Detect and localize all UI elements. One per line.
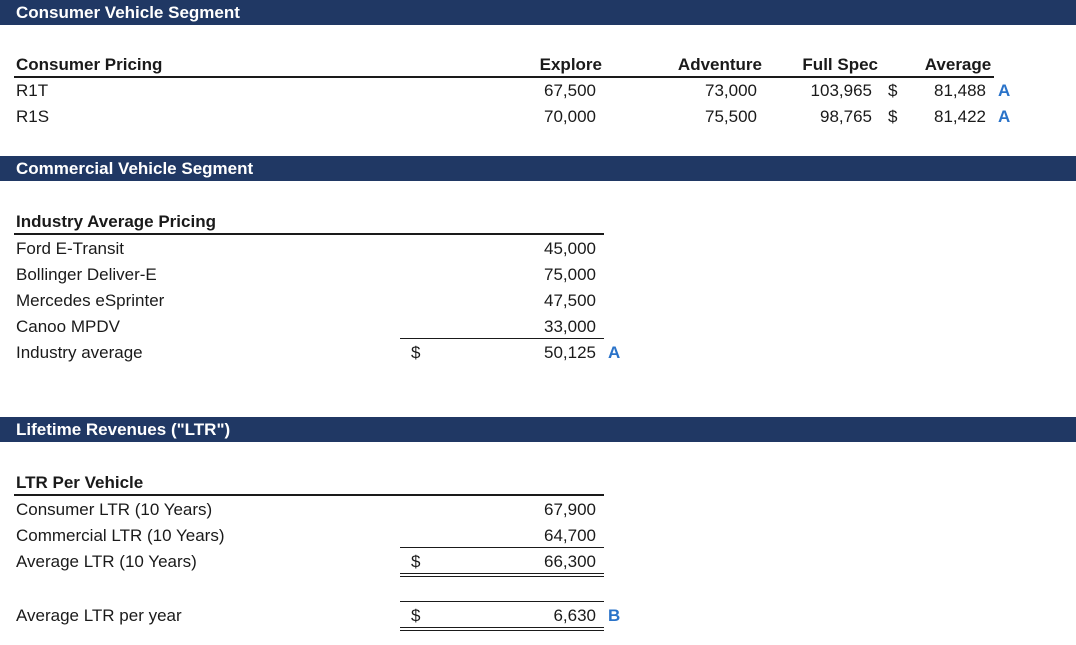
ltr-subtotal-line — [400, 547, 604, 548]
consumer-ltr-value: 67,900 — [544, 500, 596, 519]
r1t-source-flag: A — [998, 81, 1011, 100]
r1s-average-value: 81,422 — [934, 107, 986, 126]
average-ltr-total-line-lower — [400, 576, 604, 577]
r1t-adventure-value: 73,000 — [705, 81, 757, 100]
consumer-segment-header: Consumer Vehicle Segment — [0, 0, 1076, 25]
row-label-industry-average: Industry average — [16, 343, 143, 362]
per-year-total-line-upper — [400, 627, 604, 628]
per-year-source-flag: B — [608, 606, 621, 625]
industry-subtotal-line — [400, 338, 604, 339]
r1t-currency-symbol: $ — [888, 81, 898, 100]
industry-average-source-flag: A — [608, 343, 621, 362]
row-label-r1t: R1T — [16, 81, 49, 100]
row-label-canoo-mpdv: Canoo MPDV — [16, 317, 120, 336]
row-label-commercial-ltr: Commercial LTR (10 Years) — [16, 526, 225, 545]
r1t-explore-value: 67,500 — [544, 81, 596, 100]
industry-header-underline — [14, 233, 604, 235]
per-year-total-line-lower — [400, 630, 604, 631]
row-label-r1s: R1S — [16, 107, 50, 126]
r1s-adventure-value: 75,500 — [705, 107, 757, 126]
column-header-adventure: Adventure — [677, 55, 762, 74]
industry-average-currency: $ — [411, 343, 421, 362]
commercial-segment-header: Commercial Vehicle Segment — [0, 156, 1076, 181]
industry-pricing-title: Industry Average Pricing — [16, 212, 216, 231]
consumer-header-underline — [14, 76, 994, 78]
consumer-pricing-title: Consumer Pricing — [16, 55, 163, 74]
industry-average-value: 50,125 — [544, 343, 596, 362]
r1s-full-spec-value: 98,765 — [820, 107, 872, 126]
ltr-segment-header: Lifetime Revenues ("LTR") — [0, 417, 1076, 442]
ford-e-transit-value: 45,000 — [544, 239, 596, 258]
canoo-mpdv-value: 33,000 — [544, 317, 596, 336]
ltr-per-vehicle-title: LTR Per Vehicle — [16, 473, 144, 492]
r1s-currency-symbol: $ — [888, 107, 898, 126]
row-label-average-ltr: Average LTR (10 Years) — [16, 552, 197, 571]
row-label-ford-e-transit: Ford E-Transit — [16, 239, 125, 258]
r1s-source-flag: A — [998, 107, 1011, 126]
column-header-explore: Explore — [539, 55, 602, 74]
average-ltr-per-year-value: 6,630 — [553, 606, 596, 625]
mercedes-esprinter-value: 47,500 — [544, 291, 596, 310]
column-header-average: Average — [924, 55, 992, 74]
row-label-bollinger-deliver-e: Bollinger Deliver-E — [16, 265, 157, 284]
bollinger-deliver-e-value: 75,000 — [544, 265, 596, 284]
per-year-currency: $ — [411, 606, 421, 625]
column-header-full-spec: Full Spec — [802, 55, 878, 74]
row-label-mercedes-esprinter: Mercedes eSprinter — [16, 291, 165, 310]
row-label-consumer-ltr: Consumer LTR (10 Years) — [16, 500, 213, 519]
per-year-top-line — [400, 601, 604, 602]
average-ltr-total-line-upper — [400, 573, 604, 574]
r1t-average-value: 81,488 — [934, 81, 986, 100]
r1t-full-spec-value: 103,965 — [810, 81, 872, 100]
ltr-header-underline — [14, 494, 604, 496]
average-ltr-currency: $ — [411, 552, 421, 571]
r1s-explore-value: 70,000 — [544, 107, 596, 126]
average-ltr-value: 66,300 — [544, 552, 596, 571]
commercial-ltr-value: 64,700 — [544, 526, 596, 545]
row-label-average-ltr-per-year: Average LTR per year — [16, 606, 182, 625]
